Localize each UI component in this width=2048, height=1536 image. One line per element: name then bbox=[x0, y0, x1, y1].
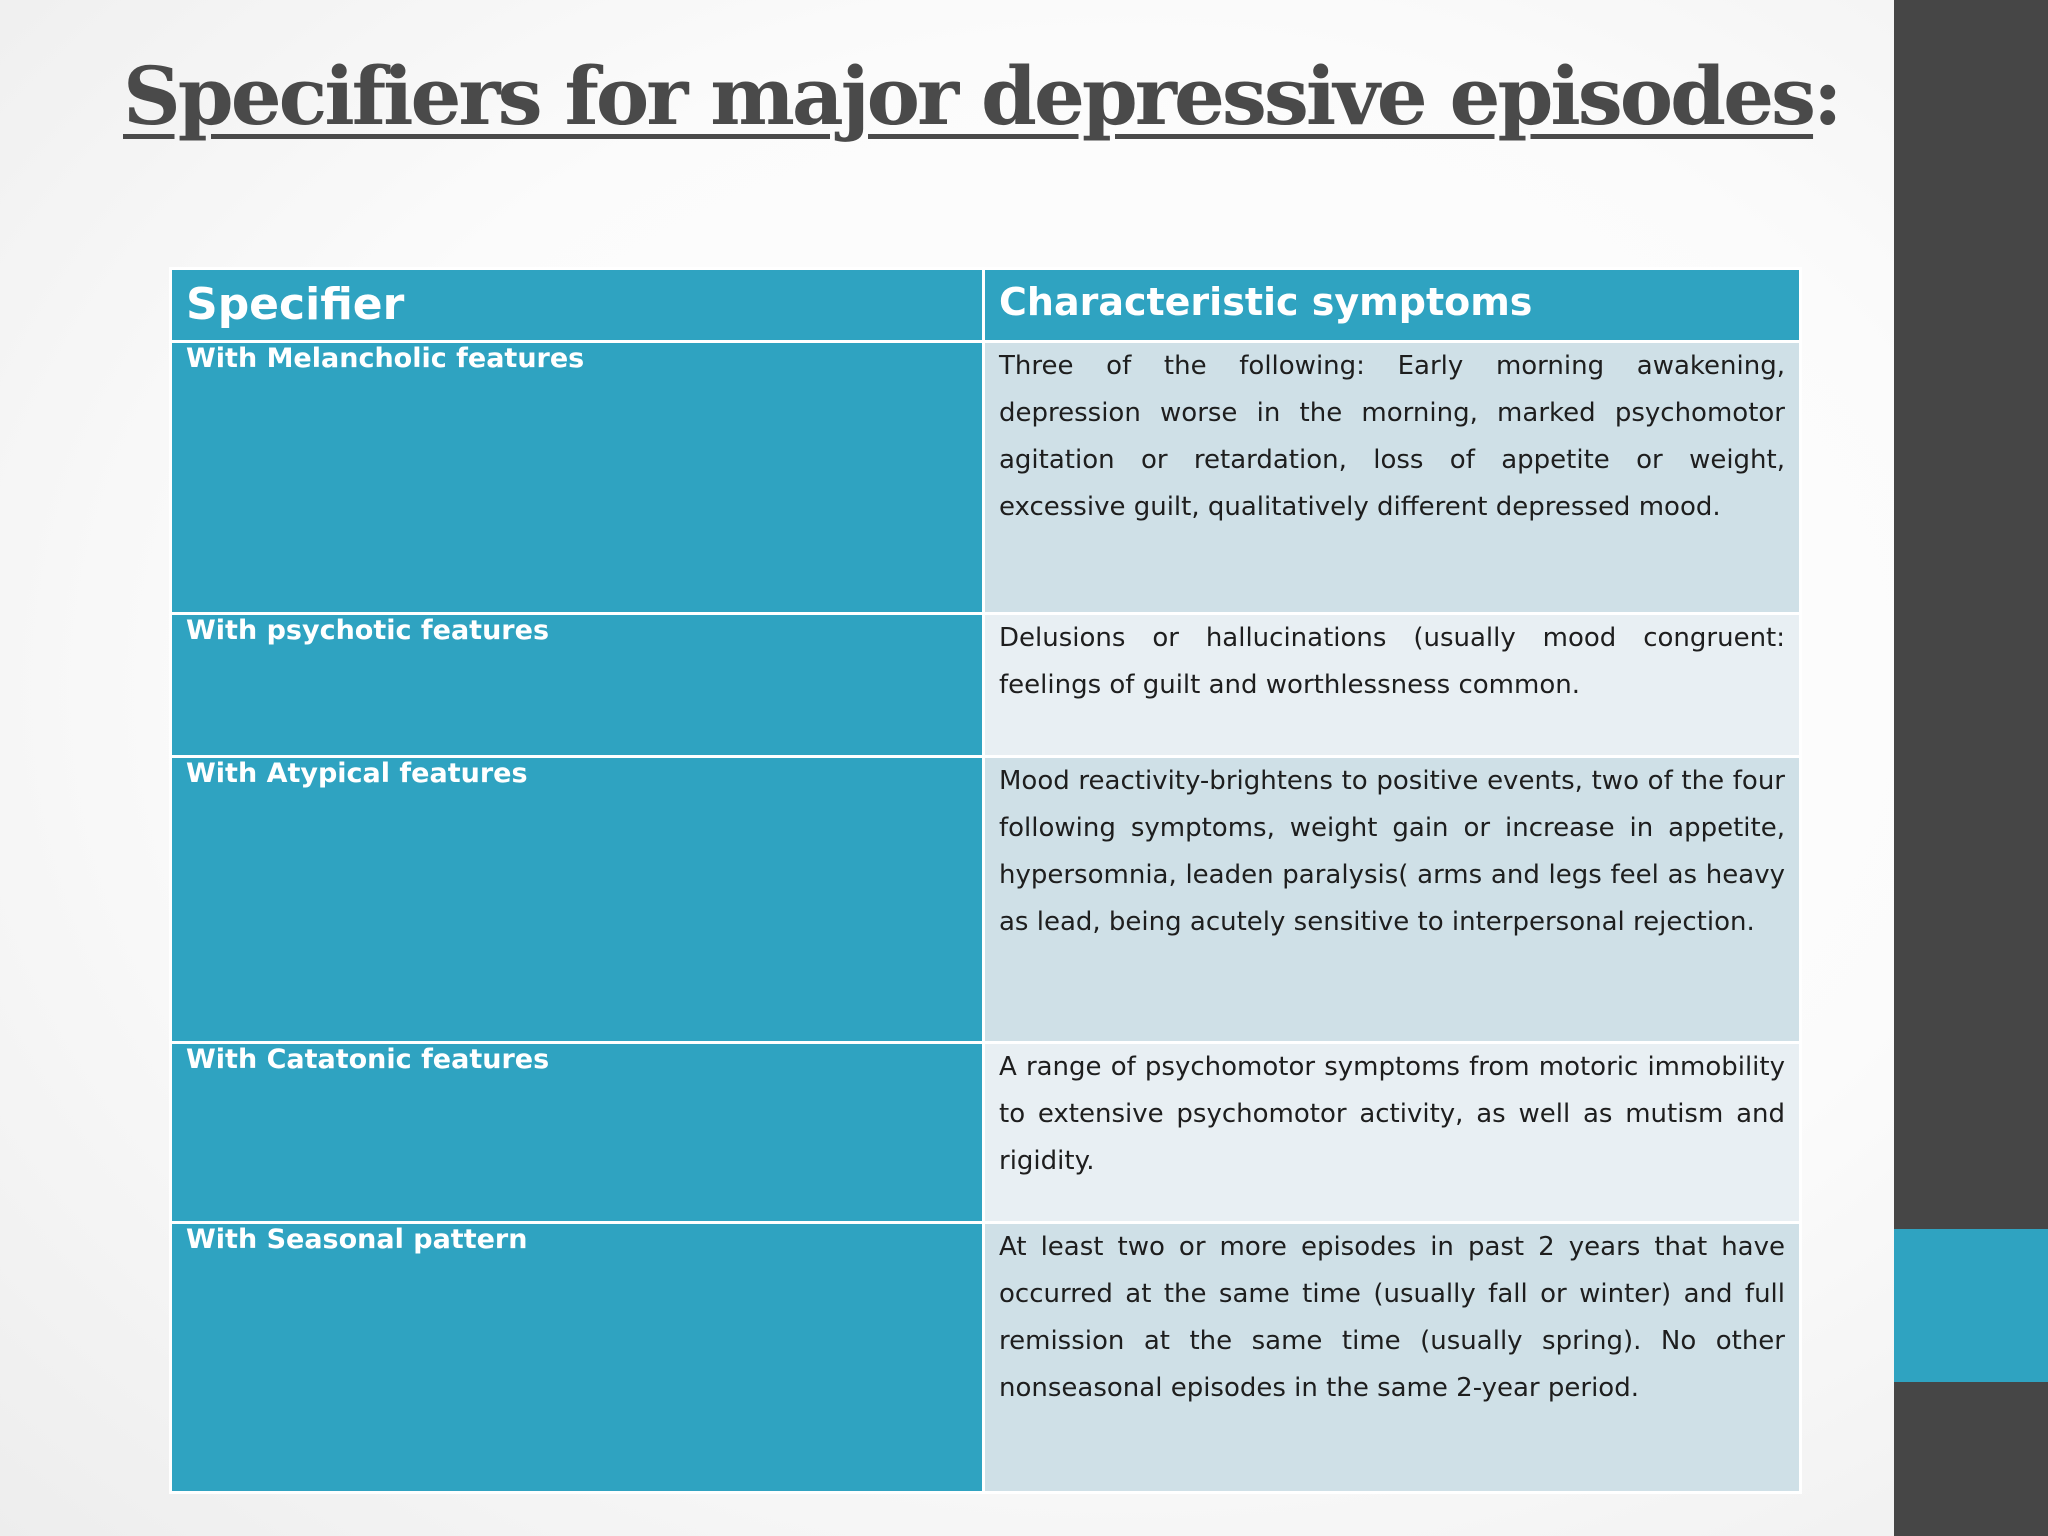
specifier-cell: With Melancholic features bbox=[171, 342, 984, 614]
symptoms-cell: Delusions or hallucinations (usually mood congruent: feelings of guilt and worthlessness common. bbox=[984, 614, 1801, 757]
table-row bbox=[171, 342, 1801, 614]
symptoms-cell: Mood reactivity-brightens to positive events, two of the four following symptoms, weight gain or increase in appetite, hypersomnia, leaden paralysis( arms and legs feel as heavy as lead, being acutely sensitive to interpersonal rejection. bbox=[984, 757, 1801, 1043]
symptoms-cell: A range of psychomotor symptoms from motoric immobility to extensive psychomotor activity, as well as mutism and rigidity. bbox=[984, 1043, 1801, 1223]
header-specifier: Specifier bbox=[171, 269, 984, 342]
sidebar-accent-block bbox=[1894, 1229, 2048, 1382]
slide-title-colon: : bbox=[1813, 49, 1840, 143]
specifiers-table bbox=[169, 267, 1802, 1494]
specifier-cell: With Catatonic features bbox=[171, 1043, 984, 1223]
specifier-cell: With Seasonal pattern bbox=[171, 1223, 984, 1493]
specifier-cell: With Atypical features bbox=[171, 757, 984, 1043]
symptoms-cell: At least two or more episodes in past 2 years that have occurred at the same time (usually fall or winter) and full remission at the same time (usually spring). No other nonseasonal episodes in the same 2-year period. bbox=[984, 1223, 1801, 1493]
table-header-row bbox=[171, 269, 1801, 342]
slide-title-text: Specifiers for major depressive episodes bbox=[123, 49, 1814, 143]
table-row bbox=[171, 757, 1801, 1043]
slide-title bbox=[123, 49, 1840, 143]
specifier-cell: With psychotic features bbox=[171, 614, 984, 757]
table-row bbox=[171, 1043, 1801, 1223]
table-row bbox=[171, 1223, 1801, 1493]
symptoms-cell: Three of the following: Early morning awakening, depression worse in the morning, marked psychomotor agitation or retardation, loss of appetite or weight, excessive guilt, qualitatively different depressed mood. bbox=[984, 342, 1801, 614]
table-row bbox=[171, 614, 1801, 757]
header-characteristic-symptoms: Characteristic symptoms bbox=[984, 269, 1801, 342]
